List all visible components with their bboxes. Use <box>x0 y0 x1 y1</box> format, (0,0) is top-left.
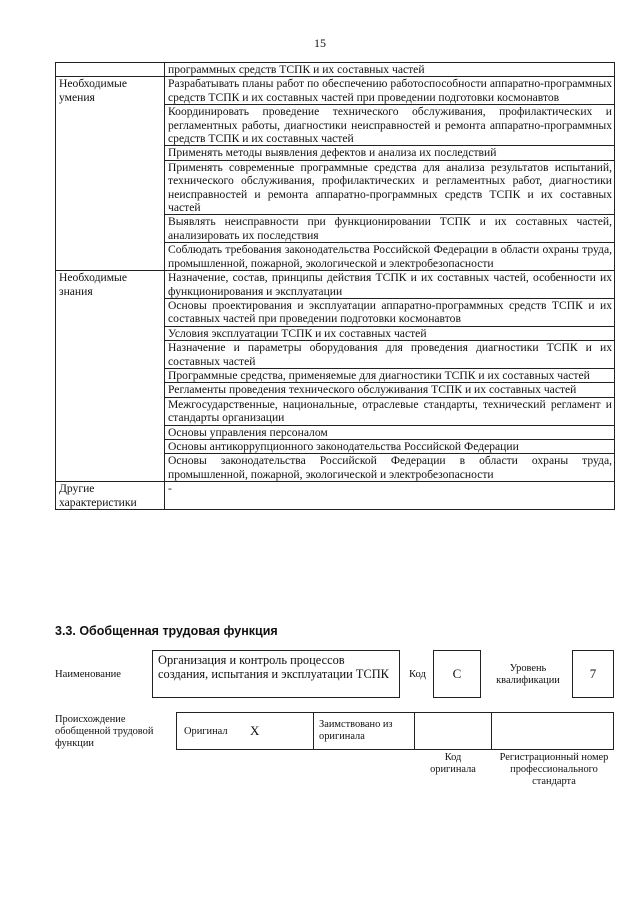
row-label: Другие характеристики <box>56 482 165 510</box>
table-row <box>56 63 615 77</box>
row-item: Выявлять неисправности при функционировании ТСПК и их составных частей, анализировать их последствия <box>165 215 615 243</box>
function-name-box: Организация и контроль процессов создания, испытания и эксплуатации ТСПК <box>152 650 400 698</box>
row-item: Назначение, состав, принципы действия ТСПК и их составных частей, особенности их функционирования и эксплуатации <box>165 271 615 299</box>
row-item: программных средств ТСПК и их составных частей <box>165 63 615 77</box>
reg-caption: Регистрационный номер профессионального стандарта <box>499 752 609 787</box>
original-mark: X <box>250 723 260 738</box>
row-item: Основы антикоррупционного законодательства Российской Федерации <box>165 439 615 453</box>
row-item: Координировать проведение технического обслуживания, профилактических и регламентных работы, диагностики неисправностей и ремонта аппаратно-программных средств ТСПК и их составных частей <box>165 105 615 146</box>
origin-divider-2 <box>414 712 415 750</box>
code-caption: Код оригинала <box>430 752 476 775</box>
row-item: Разрабатывать планы работ по обеспечению работоспособности аппаратно-программных средств ТСПК и их составных частей при проведении подготовки космонавтов <box>165 77 615 105</box>
borrowed-label: Заимствовано из оригинала <box>319 719 393 742</box>
row-item: Программные средства, применяемые для диагностики ТСПК и их составных частей <box>165 368 615 382</box>
level-label: Уровень квалификации <box>496 663 560 686</box>
origin-divider-1 <box>313 712 314 750</box>
table-row <box>56 77 615 105</box>
row-item: Условия эксплуатации ТСПК и их составных частей <box>165 326 615 340</box>
original-label: Оригинал <box>184 726 228 737</box>
row-item: Применять методы выявления дефектов и анализа их последствий <box>165 146 615 160</box>
origin-label: Происхождение обобщенной трудовой функции <box>55 714 154 749</box>
row-label: Необходимые умения <box>56 77 165 271</box>
section-title: 3.3. Обобщенная трудовая функция <box>55 624 278 638</box>
code-label: Код <box>409 669 426 680</box>
table-row <box>56 271 615 299</box>
row-item: Основы проектирования и эксплуатации аппаратно-программных средств ТСПК и их составных частей при проведении подготовки космонавтов <box>165 298 615 326</box>
level-box: 7 <box>572 650 614 698</box>
page-number: 15 <box>314 36 326 50</box>
table-row <box>56 482 615 510</box>
code-box: C <box>433 650 481 698</box>
row-item: Назначение и параметры оборудования для проведения диагностики ТСПК и их составных частей <box>165 341 615 369</box>
row-label: Необходимые знания <box>56 271 165 482</box>
row-item: Соблюдать требования законодательства Российской Федерации в области охраны труда, промышленной, пожарной, экологической и электробезопасности <box>165 243 615 271</box>
row-item: Регламенты проведения технического обслуживания ТСПК и их составных частей <box>165 383 615 397</box>
row-item: Основы управления персоналом <box>165 425 615 439</box>
row-item: Основы законодательства Российской Федерации в области охраны труда, промышленной, пожарной, экологической и электробезопасности <box>165 454 615 482</box>
row-label <box>56 63 165 77</box>
origin-divider-3 <box>491 712 492 750</box>
row-item: Межгосударственные, национальные, отраслевые стандарты, технический регламент и стандарты организации <box>165 397 615 425</box>
requirements-table <box>55 62 615 510</box>
row-item: - <box>165 482 615 510</box>
name-label: Наименование <box>55 669 121 680</box>
row-item: Применять современные программные средства для анализа результатов испытаний, технического обслуживания, профилактических и регламентных работ, диагностики неисправностей и ремонта аппаратно-программных средств ТСПК и их составных частей <box>165 160 615 215</box>
